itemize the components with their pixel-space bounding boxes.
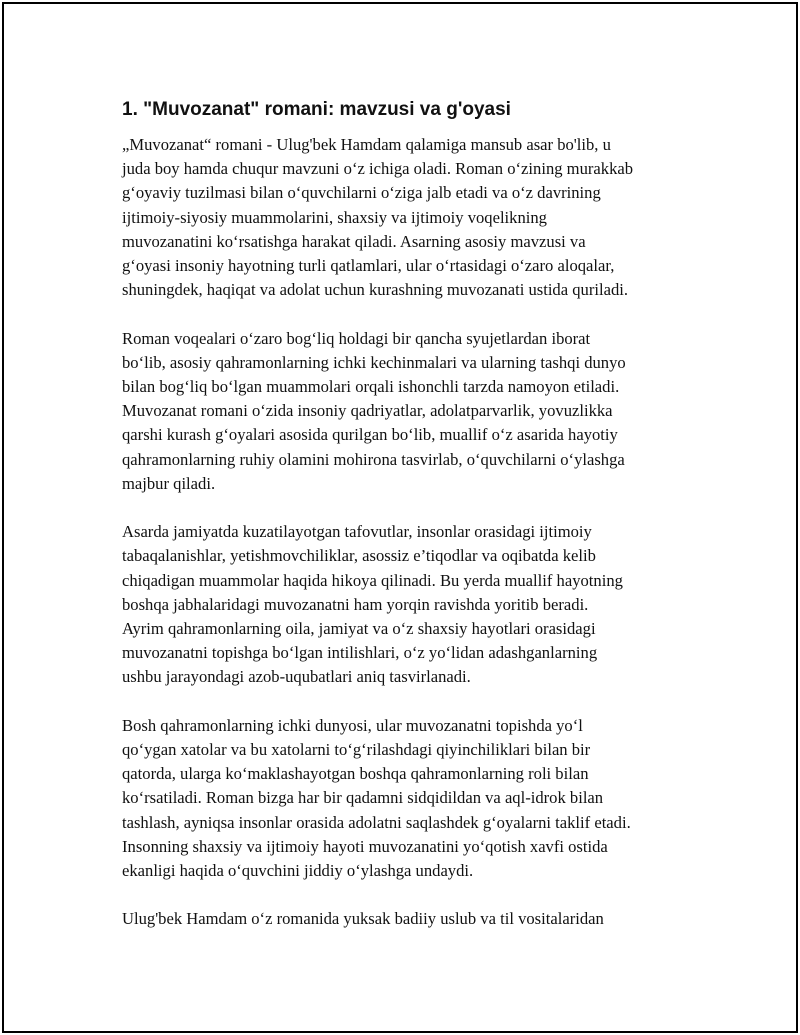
- paragraph-line: bo‘lib, asosiy qahramonlarning ichki kechinmalari va ularning tashqi dunyo: [122, 352, 626, 372]
- paragraph-2: [122, 327, 692, 496]
- document-body: [122, 98, 692, 956]
- paragraph-line: qo‘ygan xatolar va bu xatolarni to‘g‘rilashdagi qiyinchiliklari bilan bir: [122, 740, 591, 760]
- paragraph-line: majbur qiladi.: [122, 473, 216, 493]
- paragraph-line: Insonning shaxsiy va ijtimoiy hayoti muvozanatini yo‘qotish xavfi ostida: [122, 836, 608, 856]
- paragraph-line: muvozanatni topishga bo‘lgan intilishlari, o‘z yo‘lidan adashganlarning: [122, 643, 598, 663]
- paragraph-line: bilan bog‘liq bo‘lgan muammolari orqali ishonchli tarzda namoyon etiladi.: [122, 377, 620, 397]
- paragraph-5: [122, 907, 692, 931]
- paragraph-line: shuningdek, haqiqat va adolat uchun kurashning muvozanati ustida quriladi.: [122, 280, 628, 300]
- paragraph-line: ekanligi haqida o‘quvchini jiddiy o‘ylashga undaydi.: [122, 861, 474, 881]
- paragraph-line: chiqadigan muammolar haqida hikoya qilinadi. Bu yerda muallif hayotning: [122, 570, 623, 590]
- paragraph-line: Roman voqealari o‘zaro bog‘liq holdagi bir qancha syujetlardan iborat: [122, 328, 591, 348]
- paragraph-line: tabaqalanishlar, yetishmovchiliklar, asossiz e’tiqodlar va oqibatda kelib: [122, 546, 596, 566]
- paragraph-line: juda boy hamda chuqur mavzuni o‘z ichiga oladi. Roman o‘zining murakkab: [122, 159, 634, 179]
- paragraph-line: qahramonlarning ruhiy olamini mohirona tasvirlab, o‘quvchilarni o‘ylashga: [122, 449, 625, 469]
- paragraph-line: tashlash, ayniqsa insonlar orasida adolatni saqlashdek g‘oyalarni taklif etadi.: [122, 812, 631, 832]
- section-heading: 1. "Muvozanat" romani: mavzusi va g'oyasi: [122, 99, 511, 120]
- paragraph-line: g‘oyasi insoniy hayotning turli qatlamlari, ular o‘rtasidagi o‘zaro aloqalar,: [122, 256, 615, 276]
- paragraph-3: [122, 520, 692, 689]
- paragraph-line: qatorda, ularga ko‘maklashayotgan boshqa qahramonlarning roli bilan: [122, 764, 589, 784]
- paragraph-line: Ulug'bek Hamdam o‘z romanida yuksak badiiy uslub va til vositalaridan: [122, 909, 604, 929]
- paragraph-line: boshqa jabhalaridagi muvozanatni ham yorqin ravishda yoritib beradi.: [122, 594, 589, 614]
- paragraph-1: [122, 133, 692, 302]
- paragraphs-container: [122, 133, 692, 932]
- paragraph-line: Bosh qahramonlarning ichki dunyosi, ular muvozanatni topishda yo‘l: [122, 715, 583, 735]
- paragraph-line: „Muvozanat“ romani - Ulug'bek Hamdam qalamiga mansub asar bo'lib, u: [122, 135, 611, 154]
- paragraph-line: Ayrim qahramonlarning oila, jamiyat va o‘z shaxsiy hayotlari orasidagi: [122, 619, 596, 639]
- paragraph-line: Muvozanat romani o‘zida insoniy qadriyatlar, adolatparvarlik, yovuzlikka: [122, 401, 613, 421]
- paragraph-line: ko‘rsatiladi. Roman bizga har bir qadamni sidqidildan va aql-idrok bilan: [122, 788, 604, 808]
- paragraph-line: qarshi kurash g‘oyalari asosida qurilgan bo‘lib, muallif o‘z asarida hayotiy: [122, 425, 618, 445]
- paragraph-line: ijtimoiy-siyosiy muammolarini, shaxsiy va ijtimoiy voqelikning: [122, 207, 547, 227]
- page-frame: [2, 2, 798, 1033]
- paragraph-line: ushbu jarayondagi azob-uqubatlari aniq tasvirlanadi.: [122, 667, 471, 687]
- paragraph-line: g‘oyaviy tuzilmasi bilan o‘quvchilarni o‘ziga jalb etadi va o‘z davrining: [122, 183, 601, 203]
- paragraph-line: Asarda jamiyatda kuzatilayotgan tafovutlar, insonlar orasidagi ijtimoiy: [122, 522, 592, 542]
- paragraph-4: [122, 714, 692, 883]
- paragraph-line: muvozanatini ko‘rsatishga harakat qiladi. Asarning asosiy mavzusi va: [122, 231, 586, 251]
